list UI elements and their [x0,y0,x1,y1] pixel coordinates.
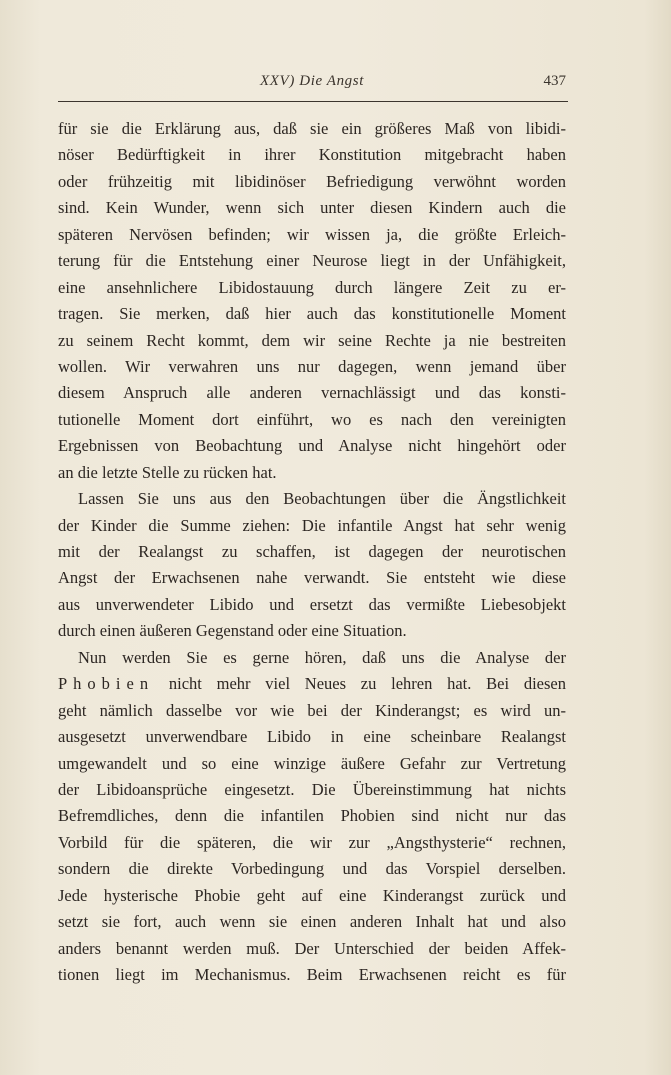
text-line: Ergebnissen von Beobachtung und Analyse nicht hingehört oder [58,436,566,456]
text-line: Lassen Sie uns aus den Beobachtungen über die Ängstlichkeit [78,489,566,509]
text-line: für sie die Erklärung aus, daß sie ein größeres Maß von libidi- [58,119,566,138]
text-line: an die letzte Stelle zu rücken hat. [58,462,277,482]
text-line: sind. Kein Wunder, wenn sich unter diesen Kindern auch die [58,198,566,218]
text-line: der Kinder die Summe ziehen: Die infantile Angst hat sehr wenig [58,515,566,535]
text-line: der Libidoansprüche eingesetzt. Die Übereinstimmung hat nichts [58,779,566,799]
text-line: tragen. Sie merken, daß hier auch das konstitutionelle Moment [58,304,566,324]
text-line: mit der Realangst zu schaffen, ist dagegen der neurotischen [58,542,566,561]
text-line-rest: nicht mehr viel Neues zu lehren hat. Bei diesen [168,674,566,694]
page-header [58,73,566,97]
text-line: wollen. Wir verwahren uns nur dagegen, wenn jemand über [58,356,566,376]
text-line: Angst der Erwachsenen nahe verwandt. Sie entsteht wie diese [58,568,566,588]
text-line: diesem Anspruch alle anderen vernachlässigt und das konsti- [58,383,566,403]
page-number: 437 [543,73,566,89]
text-line: eine ansehnlichere Libidostauung durch längere Zeit zu er- [58,277,566,297]
text-line: aus unverwendeter Libido und ersetzt das vermißte Liebesobjekt [58,594,566,614]
text-line: späteren Nervösen befinden; wir wissen ja, die größte Erleich- [58,224,566,244]
running-title: XXV) Die Angst [260,73,364,89]
text-line: tionen liegt im Mechanismus. Beim Erwachsenen reicht es für [58,965,566,984]
text-line: Befremdliches, denn die infantilen Phobien sind nicht nur das [58,806,566,826]
text-line: tutionelle Moment dort einführt, wo es nach den vereinigten [58,409,566,429]
text-line: Jede hysterische Phobie geht auf eine Kinderangst zurück und [58,885,566,905]
body-text [58,116,566,988]
text-line: zu seinem Recht kommt, dem wir seine Rechte ja nie bestreiten [58,330,566,350]
text-line: terung für die Entstehung einer Neurose liegt in der Unfähigkeit, [58,251,566,271]
spaced-word: Phobien [58,674,155,694]
text-line: Vorbild für die späteren, die wir zur „Angsthysterie“ rechnen, [58,832,566,852]
text-line: ausgesetzt unverwendbare Libido in eine scheinbare Realangst [58,727,566,747]
text-line: geht nämlich dasselbe vor wie bei der Kinderangst; es wird un- [58,700,566,720]
text-line-phobien [58,671,566,697]
text-line: nöser Bedürftigkeit in ihrer Konstitution mitgebracht haben [58,145,566,165]
text-line: umgewandelt und so eine winzige äußere Gefahr zur Vertretung [58,753,566,773]
text-line: oder frühzeitig mit libidinöser Befriedigung verwöhnt worden [58,171,566,191]
text-line: anders benannt werden muß. Der Unterschied der beiden Affek- [58,938,566,958]
text-line: Nun werden Sie es gerne hören, daß uns die Analyse der [78,647,566,667]
text-line: durch einen äußeren Gegenstand oder eine Situation. [58,621,407,641]
text-line: setzt sie fort, auch wenn sie einen anderen Inhalt hat und also [58,912,566,932]
header-rule [58,101,568,102]
text-line: sondern die direkte Vorbedingung und das Vorspiel derselben. [58,859,566,879]
